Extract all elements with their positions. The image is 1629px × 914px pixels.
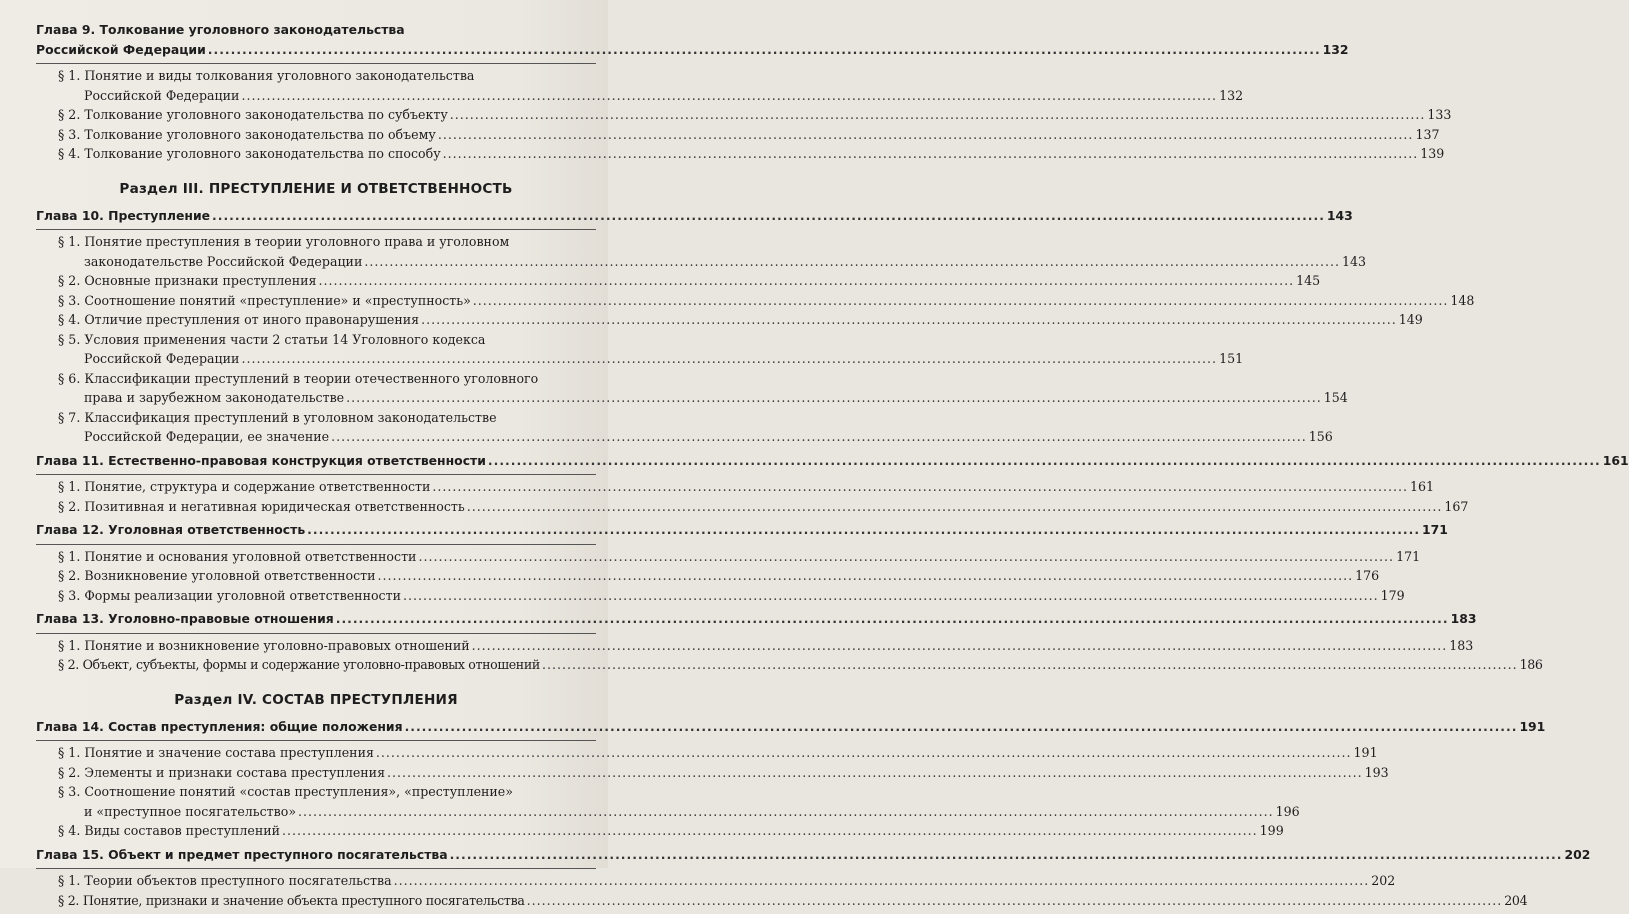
paragraph-list	[36, 871, 1528, 910]
chapter-10	[36, 206, 1475, 447]
paragraph-title: § 1. Понятие и значение состава преступления	[58, 745, 374, 760]
chapter-title: Глава 11. Естественно-правовая конструкция ответственности	[36, 452, 486, 468]
paragraph-entry	[58, 427, 1333, 447]
dot-leader	[421, 310, 1397, 330]
page-number: 154	[1323, 390, 1348, 405]
chapter-title-line: Российской Федерации	[36, 41, 206, 57]
page-number: 202	[1371, 873, 1396, 888]
divider	[36, 63, 596, 64]
page-number: 161	[1410, 479, 1435, 494]
page-number: 148	[1450, 292, 1475, 308]
page-number: 191	[1353, 745, 1378, 760]
page-number: 161	[1602, 452, 1629, 468]
paragraph-title: § 1. Теории объектов преступного посягательства	[58, 873, 392, 888]
dot-leader	[443, 144, 1419, 164]
chapter-heading	[36, 609, 1477, 629]
chapter-title: Глава 12. Уголовная ответственность	[36, 522, 306, 537]
page-number: 199	[1259, 823, 1284, 838]
page-number: 143	[1326, 207, 1353, 223]
page-number: 196	[1275, 803, 1300, 819]
paragraph-title: § 2. Возникновение уголовной ответственности	[58, 568, 376, 583]
paragraph-entry	[58, 271, 1321, 291]
dot-leader	[346, 388, 1322, 408]
dot-leader	[336, 609, 1449, 629]
divider	[36, 474, 596, 475]
dot-leader	[403, 586, 1379, 606]
dot-leader	[387, 763, 1363, 783]
paragraph-entry	[58, 125, 1440, 145]
dot-leader	[418, 547, 1394, 567]
paragraph-title: § 3. Толкование уголовного законодательства по объему	[58, 126, 436, 142]
chapter-title: Глава 15. Объект и предмет преступного посягательства	[36, 846, 448, 862]
paragraph-list	[36, 232, 1475, 447]
page-number: 176	[1355, 568, 1380, 583]
paragraph-title: § 1. Понятие преступления в теории уголовного права и уголовном	[58, 234, 510, 249]
chapter-heading	[36, 40, 1349, 60]
paragraph-entry	[58, 802, 1300, 822]
page-number: 167	[1444, 498, 1469, 514]
page-number: 183	[1449, 637, 1474, 653]
paragraph-list	[36, 66, 1452, 164]
paragraph-list	[36, 743, 1389, 841]
dot-leader	[473, 291, 1449, 311]
chapter-heading	[36, 845, 1591, 865]
paragraph-title: § 1. Понятие и основания уголовной ответственности	[58, 548, 417, 564]
dot-leader	[472, 636, 1448, 656]
paragraph-entry	[58, 291, 1475, 311]
page-number: 143	[1341, 253, 1367, 269]
dot-leader	[394, 871, 1370, 891]
page-number: 139	[1420, 146, 1445, 161]
paragraph-entry	[58, 477, 1435, 497]
paragraph-entry	[58, 547, 1421, 567]
paragraph-list	[36, 636, 1543, 675]
paragraph-entry	[58, 655, 1543, 675]
paragraph-title: и «преступное посягательство»	[84, 803, 297, 819]
page-number: 156	[1308, 429, 1333, 444]
chapter-title: Глава 10. Преступление	[36, 207, 211, 223]
paragraph-entry	[58, 388, 1348, 408]
chapter-heading	[36, 206, 1353, 226]
chapter-heading	[36, 520, 1448, 540]
paragraph-entry	[58, 636, 1474, 656]
dot-leader	[282, 821, 1258, 841]
divider	[36, 229, 596, 230]
table-of-contents	[36, 20, 1629, 914]
paragraph-title: § 2. Понятие, признаки и значение объекта преступного посягательства	[58, 892, 525, 908]
chapter-11	[36, 451, 1629, 517]
dot-leader	[298, 802, 1274, 822]
paragraph-title: § 4. Виды составов преступлений	[58, 823, 281, 838]
page-number: 145	[1296, 273, 1321, 288]
paragraph-title: § 2. Позитивная и негативная юридическая ответственность	[58, 498, 465, 514]
dot-leader	[241, 86, 1217, 106]
page-number: 171	[1396, 548, 1421, 564]
dot-leader	[378, 566, 1354, 586]
page-number: 183	[1450, 611, 1477, 626]
page-number: 179	[1380, 587, 1405, 603]
paragraph-title: Российской Федерации, ее значение	[84, 429, 330, 444]
dot-leader	[438, 125, 1414, 145]
page-number: 137	[1415, 126, 1440, 142]
section-title: Раздел III. ПРЕСТУПЛЕНИЕ И ОТВЕТСТВЕННОСТЬ	[119, 180, 513, 197]
dot-leader	[318, 271, 1294, 291]
paragraph-list	[36, 477, 1469, 516]
paragraph-title: § 6. Классификации преступлений в теории отечественного уголовного	[58, 370, 539, 386]
page-number: 186	[1519, 657, 1543, 672]
dot-leader	[331, 427, 1307, 447]
paragraph-title: § 1. Понятие и виды толкования уголовного законодательства	[58, 68, 475, 83]
dot-leader	[488, 451, 1601, 471]
page-number: 132	[1322, 41, 1349, 57]
dot-leader	[405, 717, 1518, 737]
chapter-9	[36, 20, 1452, 164]
paragraph-title: § 7. Классификация преступлений в уголовном законодательстве	[58, 409, 497, 425]
paragraph-title: § 1. Понятие и возникновение уголовно-правовых отношений	[58, 637, 470, 653]
page-number: 202	[1564, 846, 1591, 862]
page-number: 191	[1519, 718, 1546, 734]
paragraph-entry	[58, 86, 1244, 106]
paragraph-title: Российской Федерации	[84, 87, 240, 103]
paragraph-title: § 3. Соотношение понятий «преступление» и «преступность»	[58, 292, 471, 308]
paragraph-title: § 5. Условия применения части 2 статьи 14 Уголовного кодекса	[58, 331, 486, 347]
paragraph-title: § 3. Соотношение понятий «состав преступления», «преступление»	[58, 784, 513, 799]
paragraph-entry	[58, 871, 1396, 891]
paragraph-title: § 2. Основные признаки преступления	[58, 273, 317, 288]
chapter-heading	[36, 717, 1546, 737]
chapter-heading	[36, 451, 1629, 471]
paragraph-title: § 2. Элементы и признаки состава преступления	[58, 764, 386, 780]
paragraph-title: § 4. Толкование уголовного законодательства по способу	[58, 146, 441, 161]
chapter-15	[36, 845, 1591, 911]
dot-leader	[241, 349, 1217, 369]
paragraph-entry	[58, 310, 1423, 330]
paragraph-list	[36, 547, 1421, 606]
paragraph-title: права и зарубежном законодательстве	[84, 390, 345, 405]
chapter-12	[36, 520, 1448, 605]
dot-leader	[450, 105, 1426, 125]
page-number: 193	[1364, 764, 1389, 780]
dot-leader	[307, 520, 1420, 540]
chapter-title: Глава 14. Состав преступления: общие положения	[36, 718, 403, 734]
chapter-title: Глава 13. Уголовно-правовые отношения	[36, 611, 334, 626]
page-number: 133	[1427, 107, 1452, 122]
paragraph-title: § 4. Отличие преступления от иного правонарушения	[58, 312, 420, 327]
page-number: 132	[1219, 87, 1244, 103]
paragraph-entry	[58, 566, 1380, 586]
divider	[36, 633, 596, 634]
paragraph-title: законодательстве Российской Федерации	[84, 253, 363, 269]
page-number: 151	[1219, 351, 1244, 366]
paragraph-entry	[58, 821, 1284, 841]
paragraph-entry	[58, 586, 1405, 606]
section-title: Раздел IV. СОСТАВ ПРЕСТУПЛЕНИЯ	[174, 691, 458, 708]
paragraph-title: § 1. Понятие, структура и содержание ответственности	[58, 479, 431, 494]
dot-leader	[208, 40, 1321, 60]
page-number: 204	[1504, 892, 1528, 908]
chapter-13	[36, 609, 1543, 675]
divider	[36, 544, 596, 545]
paragraph-entry	[58, 497, 1469, 517]
divider	[36, 740, 596, 741]
dot-leader	[364, 252, 1340, 272]
chapter-title-line: Глава 9. Толкование уголовного законодательства	[36, 22, 405, 37]
dot-leader	[212, 206, 1325, 226]
chapter-14	[36, 717, 1546, 841]
page-number: 149	[1398, 312, 1423, 327]
paragraph-entry	[58, 891, 1528, 911]
paragraph-entry	[58, 349, 1244, 369]
paragraph-entry	[58, 763, 1389, 783]
dot-leader	[542, 655, 1518, 675]
dot-leader	[467, 497, 1443, 517]
paragraph-entry	[58, 144, 1445, 164]
paragraph-title: § 2. Толкование уголовного законодательства по субъекту	[58, 107, 448, 122]
dot-leader	[527, 891, 1503, 911]
dot-leader	[376, 743, 1352, 763]
page-number: 171	[1422, 522, 1448, 537]
paragraph-title: § 2. Объект, субъекты, формы и содержание уголовно-правовых отношений	[58, 657, 540, 672]
paragraph-entry	[58, 252, 1367, 272]
paragraph-title: § 3. Формы реализации уголовной ответственности	[58, 587, 401, 603]
paragraph-title: Российской Федерации	[84, 351, 240, 366]
paragraph-entry	[58, 743, 1378, 763]
dot-leader	[450, 845, 1563, 865]
dot-leader	[432, 477, 1408, 497]
divider	[36, 868, 596, 869]
paragraph-entry	[58, 105, 1452, 125]
